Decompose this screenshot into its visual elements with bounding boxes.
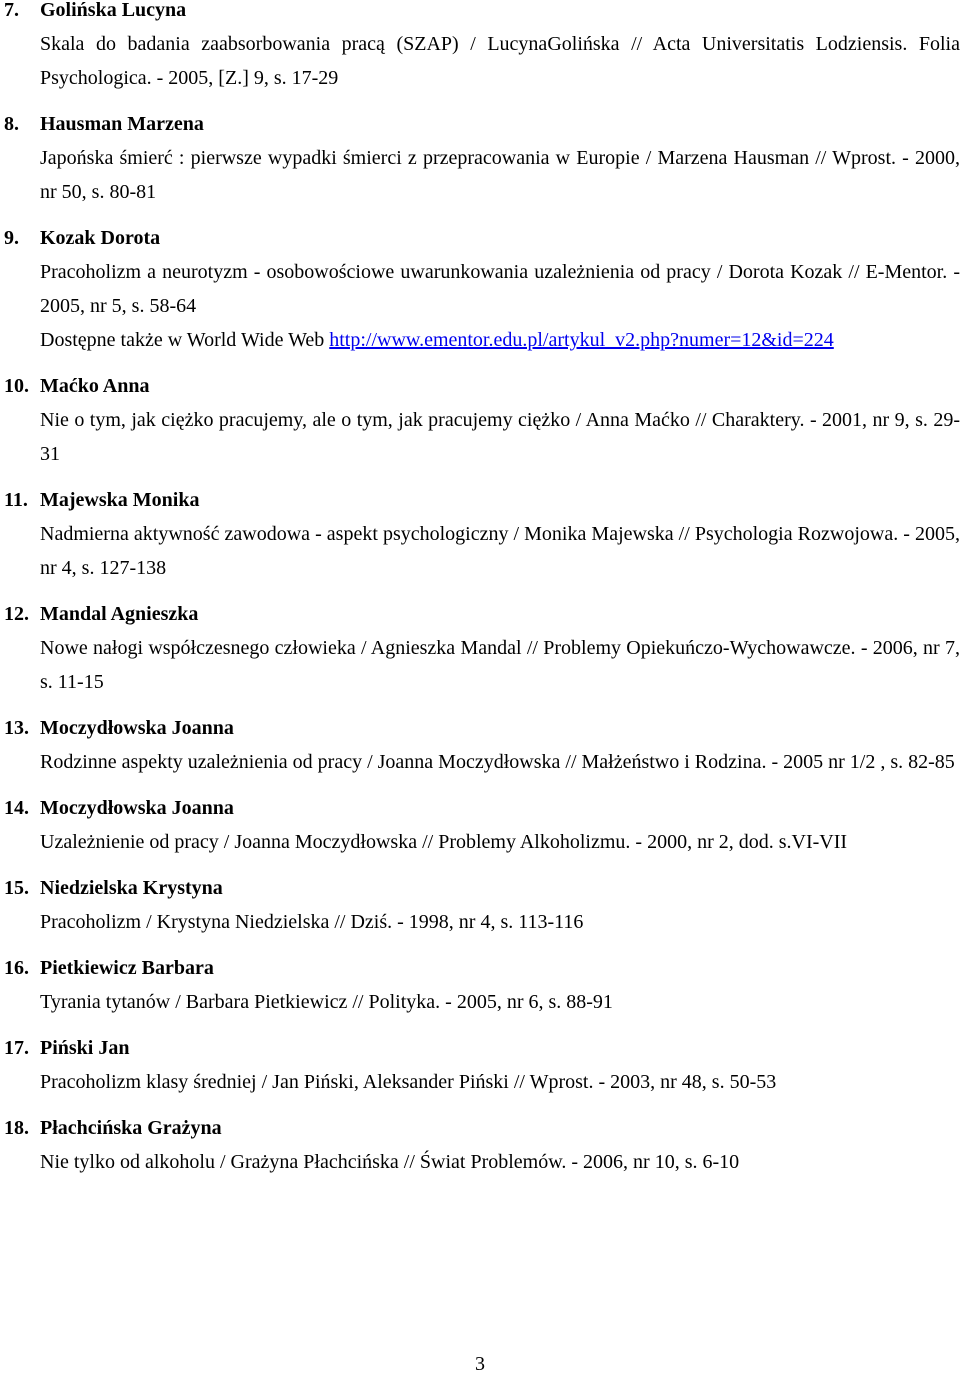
entry-number: 10.: [4, 375, 29, 397]
bibliography-entry: [0, 597, 960, 699]
entry-description: Tyrania tytanów / Barbara Pietkiewicz // Polityka. - 2005, nr 6, s. 88-91: [40, 991, 613, 1013]
entry-author: Niedzielska Krystyna: [40, 877, 223, 899]
bibliography-entry: [0, 1031, 960, 1099]
entry-description: Nie tylko od alkoholu / Grażyna Płachcińska // Świat Problemów. - 2006, nr 10, s. 6-10: [40, 1151, 740, 1173]
entry-description: Uzależnienie od pracy / Joanna Moczydłowska // Problemy Alkoholizmu. - 2000, nr 2, dod. s.VI-VII: [40, 831, 848, 853]
entry-description: Nie o tym, jak ciężko pracujemy, ale o tym, jak pracujemy ciężko / Anna Maćko // Charaktery. - 2001, nr 9, s. 29-31: [40, 409, 960, 465]
entry-number: 18.: [4, 1117, 29, 1139]
entry-number: 7.: [4, 0, 19, 21]
bibliography-entry: [0, 483, 960, 585]
entry-author: Pietkiewicz Barbara: [40, 957, 214, 979]
entry-author: Mandal Agnieszka: [40, 603, 199, 625]
bibliography-entry: [0, 221, 960, 357]
entry-author: Moczydłowska Joanna: [40, 717, 234, 739]
entry-author: Piński Jan: [40, 1037, 130, 1059]
entry-availability: [40, 323, 960, 357]
entry-description: Nadmierna aktywność zawodowa - aspekt psychologiczny / Monika Majewska // Psychologia Rozwojowa. - 2005, nr 4, s. 127-138: [40, 523, 960, 579]
entry-author: Hausman Marzena: [40, 113, 204, 135]
bibliography-entry: [0, 1111, 960, 1179]
entry-number: 8.: [4, 113, 19, 135]
page-number: 3: [475, 1353, 485, 1375]
entry-description: Rodzinne aspekty uzależnienia od pracy / Joanna Moczydłowska // Małżeństwo i Rodzina. - 2005 nr 1/2 , s. 82-85: [40, 751, 955, 773]
bibliography-entry: [0, 711, 960, 779]
entry-author: Maćko Anna: [40, 375, 150, 397]
bibliography-entry: [0, 791, 960, 859]
bibliography-entry: [0, 951, 960, 1019]
entry-number: 13.: [4, 717, 29, 739]
entry-number: 17.: [4, 1037, 29, 1059]
entry-description: Pracoholizm klasy średniej / Jan Piński, Aleksander Piński // Wprost. - 2003, nr 48, s. 50-53: [40, 1071, 777, 1093]
entry-description: Skala do badania zaabsorbowania pracą (SZAP) / LucynaGolińska // Acta Universitatis Lodziensis. Folia Psychologica. - 2005, [Z.] 9, s. 17-29: [40, 33, 960, 89]
bibliography-entry: [0, 369, 960, 471]
entry-author: Moczydłowska Joanna: [40, 797, 234, 819]
entry-number: 12.: [4, 603, 29, 625]
entry-number: 14.: [4, 797, 29, 819]
availability-text: Dostępne także w World Wide Web: [40, 329, 330, 351]
bibliography-entry: [0, 871, 960, 939]
entry-author: Golińska Lucyna: [40, 0, 187, 21]
entry-description: Pracoholizm / Krystyna Niedzielska // Dziś. - 1998, nr 4, s. 113-116: [40, 911, 584, 933]
entry-description: Nowe nałogi współczesnego człowieka / Agnieszka Mandal // Problemy Opiekuńczo-Wychowawcze. - 2006, nr 7, s. 11-15: [40, 637, 960, 693]
entry-web-link[interactable]: http://www.ementor.edu.pl/artykul_v2.php?numer=12&id=224: [329, 329, 834, 351]
entry-author: Kozak Dorota: [40, 227, 161, 249]
entry-number: 9.: [4, 227, 19, 249]
bibliography-entry: [0, 107, 960, 209]
entry-description: Japońska śmierć : pierwsze wypadki śmierci z przepracowania w Europie / Marzena Hausman // Wprost. - 2000, nr 50, s. 80-81: [40, 147, 960, 203]
entry-number: 15.: [4, 877, 29, 899]
entry-number: 11.: [4, 489, 28, 511]
entry-author: Majewska Monika: [40, 489, 200, 511]
entry-description: Pracoholizm a neurotyzm - osobowościowe uwarunkowania uzależnienia od pracy / Dorota Kozak // E-Mentor. - 2005, nr 5, s. 58-64: [40, 261, 960, 317]
entry-number: 16.: [4, 957, 29, 979]
entry-author: Płachcińska Grażyna: [40, 1117, 222, 1139]
bibliography-entry: [0, 0, 960, 95]
